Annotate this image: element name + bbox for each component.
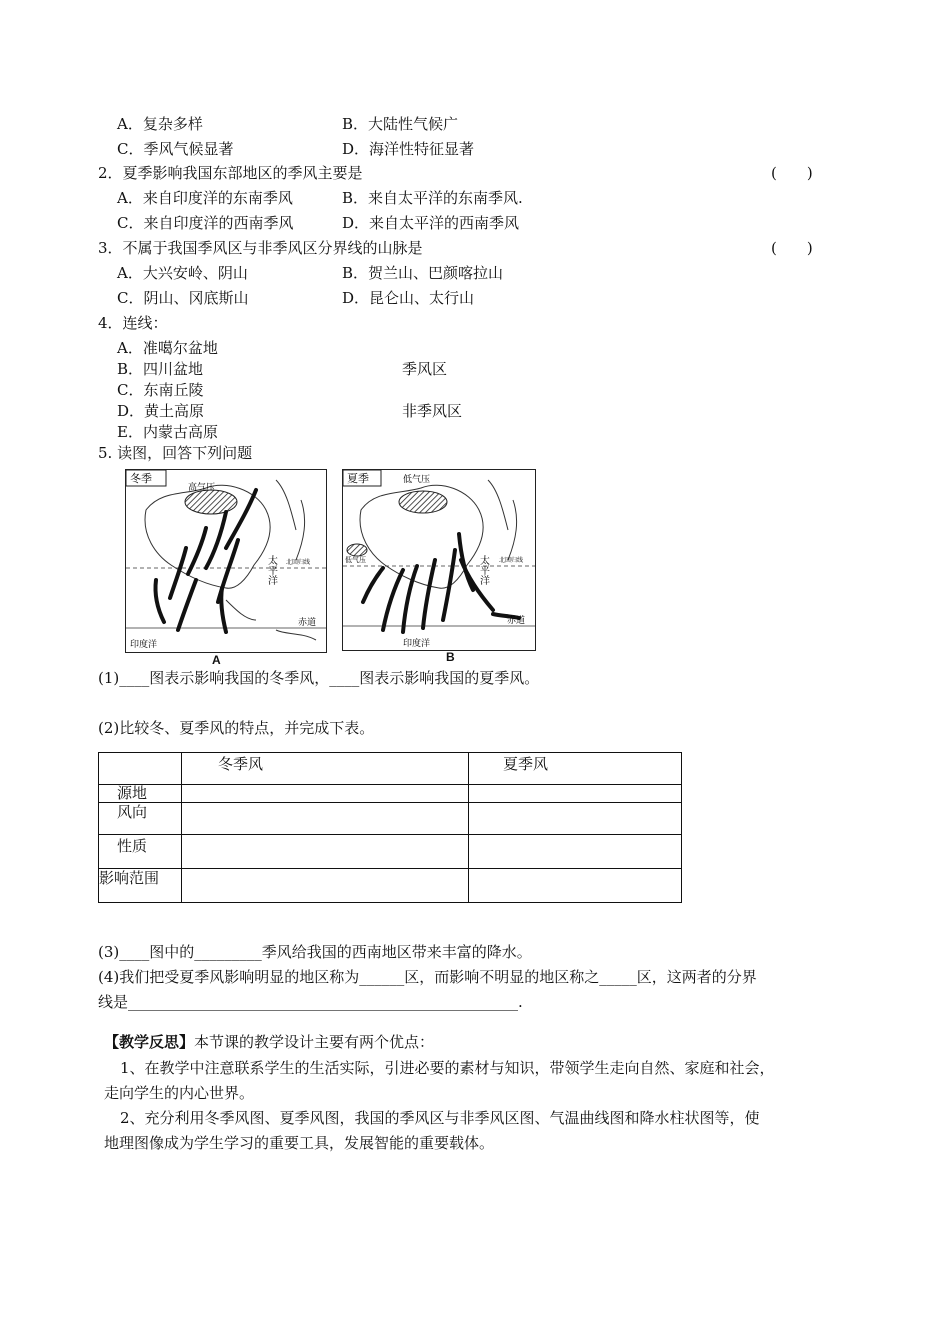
q4-left-c: C．东南丘陵: [117, 381, 204, 399]
q4-left-d: D．黄土高原: [117, 402, 205, 420]
summer-map-season-label: 夏季: [347, 472, 369, 485]
q1-option-a: A．复杂多样: [117, 115, 203, 133]
q4-left-e: E．内蒙古高原: [117, 423, 218, 441]
winter-map-equator-label: 赤道: [298, 618, 317, 628]
reflection-intro: 本节课的教学设计主要有两个优点：: [194, 1033, 435, 1051]
table-cell-range-winter[interactable]: [182, 869, 469, 903]
winter-map-season-label: 冬季: [130, 472, 152, 485]
table-cell-range-summer[interactable]: [469, 869, 682, 903]
summer-map-tropic-label: 北回归线: [499, 557, 524, 564]
table-header-winter: 冬季风: [182, 753, 469, 785]
q1-option-d: D．海洋性特征显著: [342, 140, 475, 158]
q4-stem: 4．连线：: [98, 314, 168, 332]
q3-option-b: B．贺兰山、巴颜喀拉山: [342, 264, 504, 282]
q4-left-b: B．四川盆地: [117, 360, 204, 378]
summer-map-equator-label: 赤道: [507, 616, 526, 626]
q2-option-a: A．来自印度洋的东南季风: [117, 189, 293, 207]
q5-sub2: (2)比较冬、夏季风的特点，并完成下表。: [98, 719, 375, 737]
winter-map-tropic-label: 北回归线: [286, 559, 311, 566]
q2-option-c: C．来自印度洋的西南季风: [117, 214, 294, 232]
q4-right-nonmonsoon: 非季风区: [402, 402, 463, 420]
q5-sub4-line2: 线是____________________________________________________.: [98, 993, 523, 1011]
q3-option-c: C．阴山、冈底斯山: [117, 289, 249, 307]
q3-stem: 3．不属于我国季风区与非季风区分界线的山脉是: [98, 239, 423, 257]
reflection-point1-line2: 走向学生的内心世界。: [104, 1084, 255, 1102]
q2-option-d: D．来自太平洋的西南季风: [342, 214, 520, 232]
table-cell-source-winter[interactable]: [182, 785, 469, 803]
q5-stem: 5. 读图，回答下列问题: [98, 444, 253, 462]
summer-map-low-pressure-label: 低气压: [403, 475, 431, 485]
table-row-direction: 风向: [99, 803, 182, 835]
winter-map-indian-label: 印度洋: [130, 640, 158, 650]
q4-right-monsoon: 季风区: [402, 360, 448, 378]
q1-option-b: B．大陆性气候广: [342, 115, 459, 133]
q5-sub3: (3)____图中的_________季风给我国的西南地区带来丰富的降水。: [98, 943, 532, 961]
q1-option-c: C．季风气候显著: [117, 140, 234, 158]
q2-answer-paren: ( ): [771, 164, 813, 182]
table-row-source: 源地: [99, 785, 182, 803]
q2-option-b: B．来自太平洋的东南季风.: [342, 189, 523, 207]
winter-map-pacific-label: 太平洋: [265, 555, 277, 585]
table-cell-source-summer[interactable]: [469, 785, 682, 803]
monsoon-comparison-table: [98, 752, 682, 903]
reflection-point1-line1: 1、在教学中注意联系学生的生活实际，引进必要的素材与知识，带领学生走向自然、家庭和社会，: [120, 1059, 775, 1077]
table-row-nature: 性质: [99, 835, 182, 869]
winter-map-letter: A: [212, 653, 221, 667]
summer-map-indian-label: 印度洋: [403, 639, 431, 649]
reflection-point2-line2: 地理图像成为学生学习的重要工具，发展智能的重要载体。: [104, 1134, 495, 1152]
summer-map-pacific-label: 太平洋: [477, 555, 489, 585]
table-cell-nature-winter[interactable]: [182, 835, 469, 869]
q3-option-d: D．昆仑山、太行山: [342, 289, 475, 307]
reflection-point2-line1: 2、充分利用冬季风图、夏季风图，我国的季风区与非季风区图、气温曲线图和降水柱状图等，使: [120, 1109, 760, 1127]
q3-answer-paren: ( ): [771, 239, 813, 257]
table-cell-nature-summer[interactable]: [469, 835, 682, 869]
reflection-title: 【教学反思】: [104, 1033, 195, 1051]
summer-monsoon-map: [342, 469, 536, 651]
summer-map-low-pressure-west-label: 低气压: [345, 556, 366, 564]
q4-left-a: A．准噶尔盆地: [117, 339, 218, 357]
table-header-summer: 夏季风: [469, 753, 682, 785]
table-cell-direction-summer[interactable]: [469, 803, 682, 835]
table-cell-direction-winter[interactable]: [182, 803, 469, 835]
q3-option-a: A．大兴安岭、阴山: [117, 264, 248, 282]
summer-map-letter: B: [446, 650, 455, 664]
reflection-paragraph-intro: [104, 1032, 434, 1052]
table-header-blank: [99, 753, 182, 785]
q5-sub1: (1)____图表示影响我国的冬季风，____图表示影响我国的夏季风。: [98, 669, 540, 687]
table-row-range: 影响范围: [99, 869, 182, 903]
winter-monsoon-map: [125, 469, 327, 653]
q2-stem: 2．夏季影响我国东部地区的季风主要是: [98, 164, 363, 182]
winter-map-high-pressure-label: 高气压: [188, 483, 216, 493]
q5-sub4-line1: (4)我们把受夏季风影响明显的地区称为______区，而影响不明显的地区称之_____区，这两者的分界: [98, 968, 757, 986]
